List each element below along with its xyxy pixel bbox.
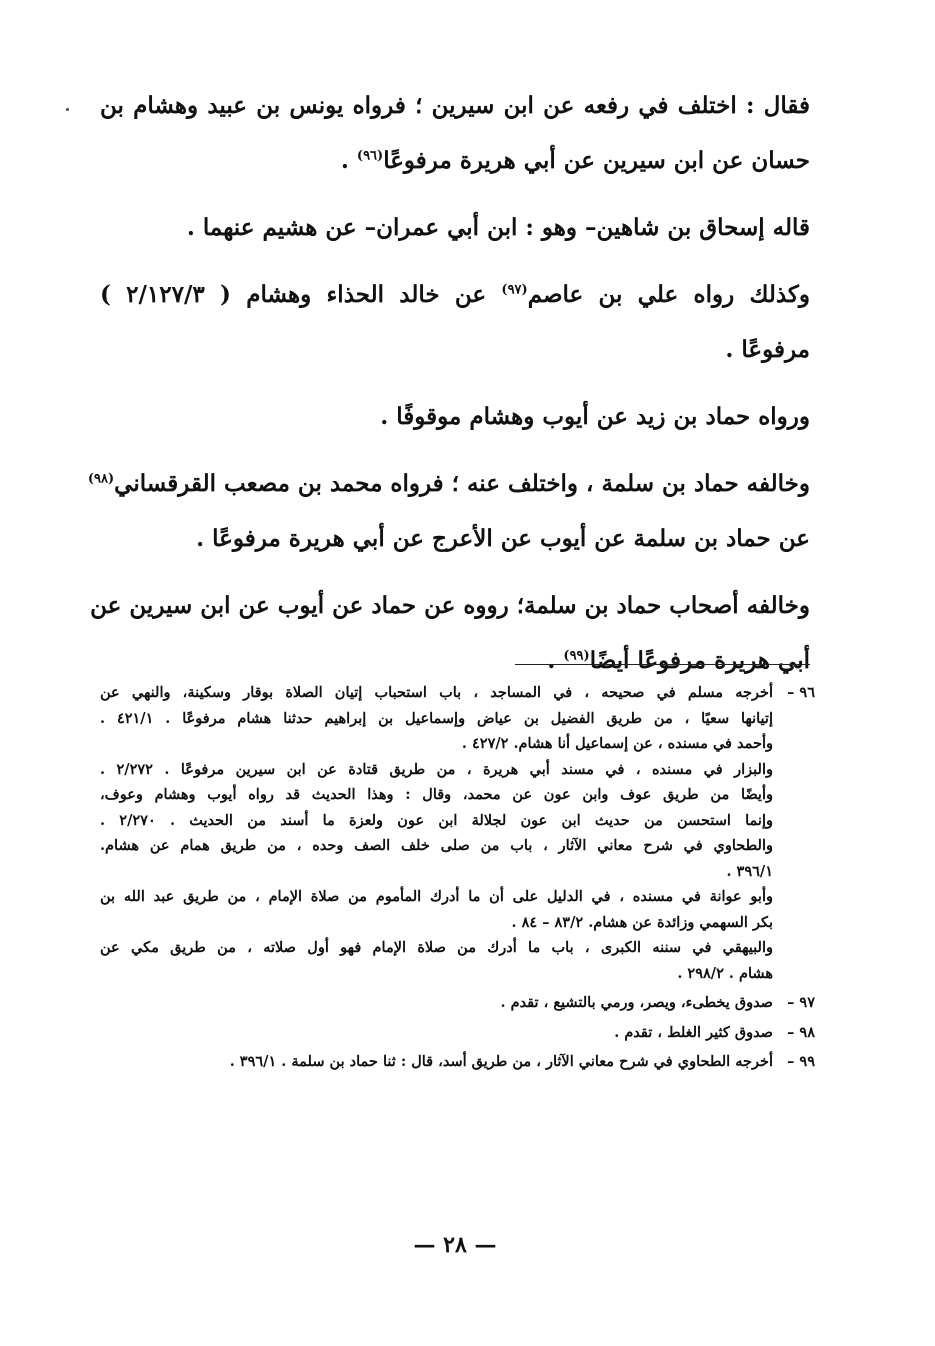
paragraph-2 [100, 200, 810, 255]
text-line: ورواه حماد بن زيد عن أيوب وهشام موقوفًا . [380, 403, 810, 430]
text-line: مرفوعًا . [725, 336, 810, 363]
footnote-line: ٣٩٦/١ . [726, 862, 773, 880]
paragraph-3 [100, 267, 810, 377]
scan-speck [66, 108, 69, 111]
paragraph-5 [87, 456, 810, 566]
footnote-number: ٩٦ – [787, 684, 815, 701]
footnote-line: وأبو عوانة في مسنده ، في الدليل على أن ما أدرك المأموم من صلاة الإمام ، من طريق عبد الله بن [100, 888, 773, 905]
footnote-ref: (٩٦) [356, 148, 384, 164]
footnote-line: بكر السهمي وزائدة عن هشام. ٨٣/٢ – ٨٤ . [511, 913, 773, 931]
paragraph-4 [100, 389, 810, 444]
text-line: وخالفه أصحاب حماد بن سلمة؛ رووه عن حماد عن أيوب عن ابن سيرين عن [90, 592, 810, 619]
footnote-number: ٩٩ – [787, 1053, 815, 1070]
footnote-96 [100, 680, 815, 986]
footnote-ref: (٩٩) [563, 648, 590, 664]
footnote-line: أخرجه الطحاوي في شرح معاني الآثار ، من طريق أسد، قال : ثنا حماد بن سلمة . ٣٩٦/١ . [229, 1053, 773, 1070]
paragraph-1 [100, 78, 810, 188]
footnote-line: وإنما استحسن من حديث ابن عون لجلالة ابن عون ولعزة ما أسند من الحديث . ٢/٢٧٠ . [100, 811, 773, 829]
footnote-line: والطحاوي في شرح معاني الآثار ، باب من صلى خلف الصف وحده ، من طريق همام عن هشام. [100, 837, 773, 854]
text-line: أبي هريرة مرفوعًا أيضًا$^{(٩٩)}$ . [547, 647, 810, 674]
text-line: فقال : اختلف في رفعه عن ابن سيرين ؛ فرواه يونس بن عبيد وهشام بن [100, 92, 810, 119]
footnote-line: وأيضًا من طريق عوف وابن عون عن محمد، وقال : وهذا الحديث قد رواه أيوب وهشام وعوف، [100, 786, 773, 803]
footnote-line: وأحمد في مسنده ، عن إسماعيل أنا هشام. ٤٢٧/٢ . [461, 735, 773, 752]
footnote-ref: (٩٨) [87, 471, 115, 487]
footnote-line: إتيانها سعيًا ، من طريق الفضيل بن عياض وإسماعيل بن إبراهيم حدثنا هشام مرفوعًا . ٤٢١/١ . [100, 709, 773, 727]
main-text [87, 78, 810, 700]
footnote-number: ٩٨ – [787, 1023, 815, 1041]
footnote-line: والبيهقي في سننه الكبرى ، باب ما أدرك من صلاة الإمام فهو أول صلاته ، من طريق مكي عن [100, 939, 773, 956]
footnote-line: أخرجه مسلم في صحيحه ، في المساجد ، باب استحباب إتيان الصلاة بوقار وسكينة، والنهي عن [100, 684, 773, 701]
paragraph-6 [90, 578, 810, 688]
footnotes [100, 680, 815, 1079]
page-number: — ٢٨ — [413, 1232, 497, 1258]
footnote-separator [515, 664, 810, 665]
footnote-number: ٩٧ – [787, 994, 815, 1011]
text-line: وكذلك رواه علي بن عاصم$^{(٩٧)}$ عن خالد الحذاء وهشام ( ٢/١٢٧/٣ ) [100, 281, 810, 308]
footnote-line: صدوق يخطىء، ويصر، ورمي بالتشيع ، تقدم . [500, 994, 773, 1011]
footnote-97 [100, 990, 815, 1016]
text-line: وخالفه حماد بن سلمة ، واختلف عنه ؛ فرواه محمد بن مصعب القرقساني$^{(٩٨)}$ [87, 470, 810, 497]
footnote-99 [100, 1049, 815, 1075]
footnote-line: هشام . ٢٩٨/٢ . [677, 964, 773, 982]
text-line: قاله إسحاق بن شاهين– وهو : ابن أبي عمران– عن هشيم عنهما . [186, 214, 810, 241]
text-line: عن حماد بن سلمة عن أيوب عن الأعرج عن أبي هريرة مرفوعًا . [196, 525, 810, 552]
footnote-98 [100, 1020, 815, 1046]
footnote-line: صدوق كثير الغلط ، تقدم . [614, 1023, 773, 1041]
footnote-line: والبزار في مسنده ، في مسند أبي هريرة ، من طريق قتادة عن ابن سيرين مرفوعًا . ٢/٢٧٢ . [100, 760, 773, 778]
text-line: حسان عن ابن سيرين عن أبي هريرة مرفوعًا$^{(٩٦)}$ . [340, 147, 810, 174]
footnote-ref: (٩٧) [501, 282, 528, 298]
